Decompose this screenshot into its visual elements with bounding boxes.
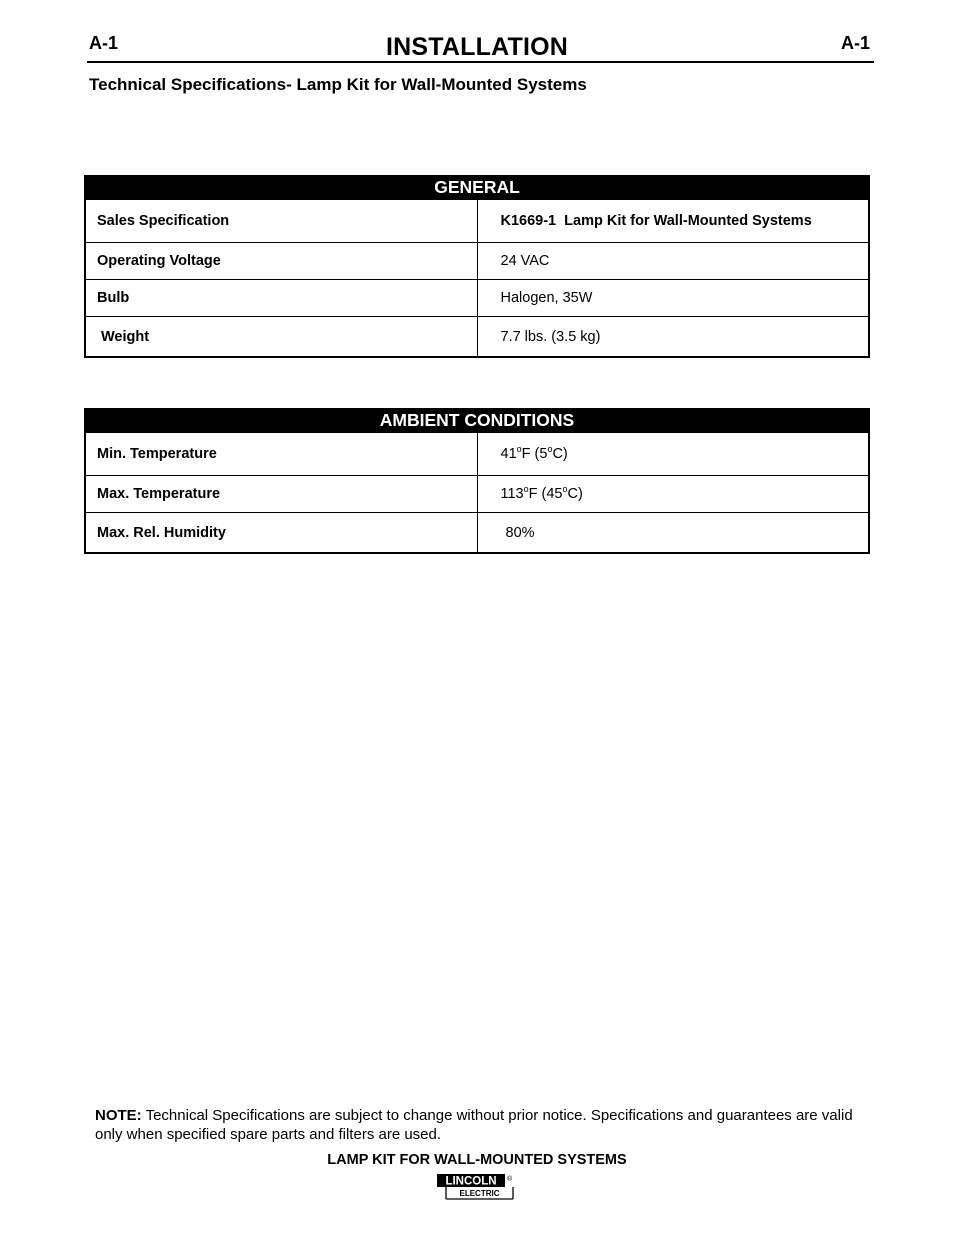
value-unit: F (5	[521, 446, 548, 462]
table-row	[85, 513, 869, 554]
page-title: INSTALLATION	[385, 33, 568, 61]
note-text: Technical Specifications are subject to change without prior notice. Specifications and guarantees are valid only when specified spare parts and filters are used.	[95, 1107, 853, 1143]
degree-mark: o	[562, 484, 568, 494]
spec-value: Halogen, 35W	[477, 280, 869, 317]
logo-text-top: LINCOLN	[445, 1175, 497, 1188]
table-row	[85, 200, 869, 243]
spec-label: Bulb	[85, 280, 477, 317]
condition-label: Min. Temperature	[85, 433, 477, 476]
lincoln-electric-logo	[436, 1173, 516, 1201]
condition-label: Max. Rel. Humidity	[85, 513, 477, 554]
note-label: NOTE:	[95, 1107, 142, 1124]
registered-mark: ®	[507, 1176, 513, 1183]
ambient-conditions-table	[84, 408, 870, 554]
spec-label: Operating Voltage	[85, 243, 477, 280]
general-specs-table	[84, 175, 870, 358]
disclaimer-note	[95, 1106, 865, 1144]
value-unit: F (45	[528, 486, 563, 502]
table-row	[85, 317, 869, 358]
section-subtitle: Technical Specifications- Lamp Kit for Wall-Mounted Systems	[89, 75, 587, 94]
condition-value: 80%	[477, 513, 869, 554]
footer-title: LAMP KIT FOR WALL-MOUNTED SYSTEMS	[327, 1152, 627, 1168]
logo-text-bottom: ELECTRIC	[459, 1189, 500, 1198]
general-table-heading: GENERAL	[85, 176, 869, 200]
spec-label: Sales Specification	[85, 200, 477, 243]
spec-value: 24 VAC	[477, 243, 869, 280]
condition-value	[477, 476, 869, 513]
spec-value: 7.7 lbs. (3.5 kg)	[477, 317, 869, 358]
table-row	[85, 280, 869, 317]
value-unit: C)	[552, 446, 568, 462]
value-number: 113	[500, 486, 524, 502]
value-unit: C)	[567, 486, 583, 502]
spec-value: K1669-1 Lamp Kit for Wall-Mounted Systems	[477, 200, 869, 243]
table-row	[85, 476, 869, 513]
page-number-left: A-1	[89, 33, 119, 53]
condition-value	[477, 433, 869, 476]
value-number: 41	[500, 446, 517, 462]
spec-label: Weight	[85, 317, 477, 358]
degree-mark: o	[516, 444, 522, 454]
ambient-table-heading: AMBIENT CONDITIONS	[85, 409, 869, 433]
header-divider	[87, 61, 874, 63]
degree-mark: o	[547, 444, 553, 454]
condition-label: Max. Temperature	[85, 476, 477, 513]
table-row	[85, 243, 869, 280]
degree-mark: o	[523, 484, 529, 494]
table-row	[85, 433, 869, 476]
page-number-right: A-1	[840, 33, 870, 53]
